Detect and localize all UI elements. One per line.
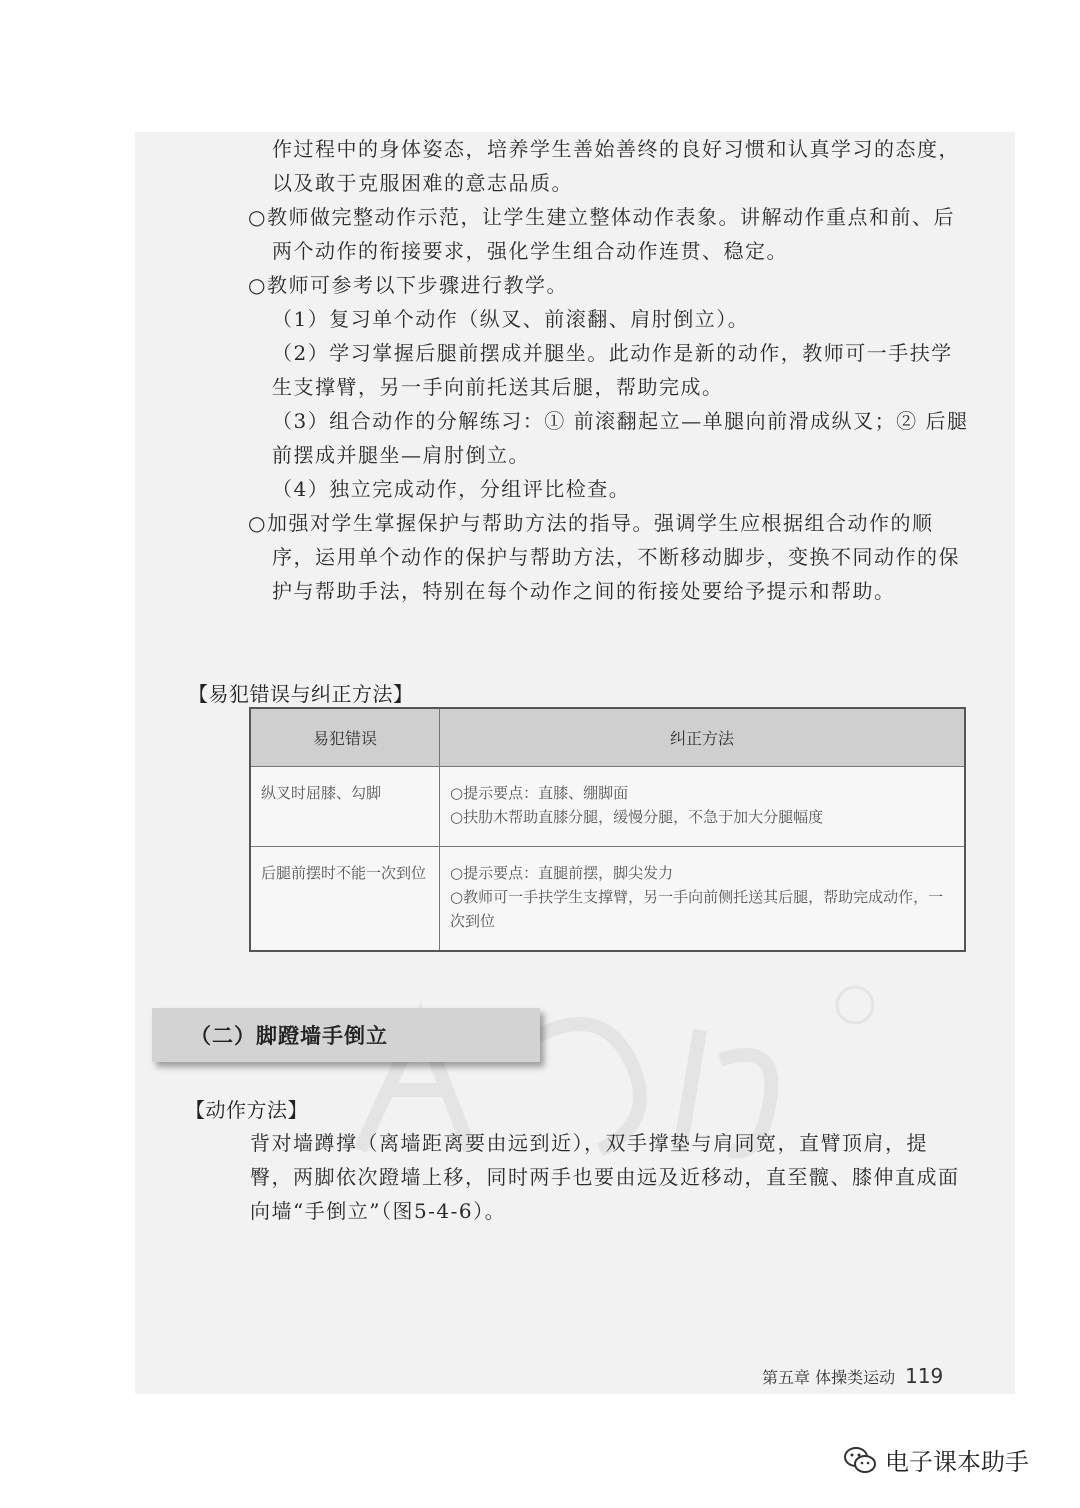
method-section-label: 【动作方法】 [185, 1098, 308, 1122]
fix-line: ○提示要点：直腿前摆，脚尖发力 [450, 864, 674, 882]
error-cell: 后腿前摆时不能一次到位 [250, 847, 440, 951]
page-footer [762, 1364, 943, 1388]
subsection-heading [152, 1008, 540, 1062]
errors-table-header-fix: 纠正方法 [440, 708, 966, 767]
intro-text-block [248, 132, 970, 608]
intro-paragraph: （4）独立完成动作，分组评比检查。 [272, 477, 631, 501]
intro-paragraph: （3）组合动作的分解练习：① 前滚翻起立—单腿向前滑成纵叉；② 后腿前摆成并腿坐—肩肘倒立。 [272, 409, 969, 467]
errors-table-header-error: 易犯错误 [250, 708, 440, 767]
intro-paragraph: ○教师做完整动作示范，让学生建立整体动作表象。讲解动作重点和前、后两个动作的衔接要求，强化学生组合动作连贯、稳定。 [248, 205, 955, 263]
intro-paragraph: ○教师可参考以下步骤进行教学。 [248, 273, 568, 297]
fix-line: ○扶肋木帮助直膝分腿，缓慢分腿，不急于加大分腿幅度 [450, 808, 824, 826]
page-number: 119 [905, 1364, 944, 1388]
wechat-icon [843, 1445, 877, 1475]
fix-cell [440, 767, 966, 847]
subsection-title: （二）脚蹬墙手倒立 [190, 1024, 388, 1048]
errors-section-label: 【易犯错误与纠正方法】 [188, 682, 414, 706]
method-text: 背对墙蹲撑（离墙距离要由远到近），双手撑垫与肩同宽，直臂顶肩，提臀，两脚依次蹬墙上移，同时两手也要由远及近移动，直至髋、膝伸直成面向墙“手倒立”（图5-4-6）。 [250, 1131, 960, 1223]
watermark-text: 电子课本助手 [885, 1448, 1029, 1476]
intro-paragraph: （2）学习掌握后腿前摆成并腿坐。此动作是新的动作，教师可一手扶学生支撑臂，另一手向前托送其后腿，帮助完成。 [272, 341, 953, 399]
footer-chapter: 第五章 体操类运动 [762, 1368, 896, 1387]
intro-paragraph: 作过程中的身体姿态，培养学生善始善终的良好习惯和认真学习的态度，以及敢于克服困难的意志品质。 [272, 137, 960, 195]
account-watermark [843, 1442, 1029, 1477]
intro-paragraph: （1）复习单个动作（纵叉、前滚翻、肩肘倒立）。 [272, 307, 750, 331]
fix-cell [440, 847, 966, 951]
fix-line: ○教师可一手扶学生支撑臂，另一手向前侧托送其后腿，帮助完成动作，一次到位 [450, 888, 944, 930]
table-row [250, 847, 965, 951]
errors-table [249, 707, 966, 952]
error-cell: 纵叉时屈膝、勾脚 [250, 767, 440, 847]
intro-paragraph: ○加强对学生掌握保护与帮助方法的指导。强调学生应根据组合动作的顺序，运用单个动作的保护与帮助方法，不断移动脚步，变换不同动作的保护与帮助手法，特别在每个动作之间的衔接处要给予提示和帮助。 [248, 511, 960, 603]
fix-line: ○提示要点：直膝、绷脚面 [450, 784, 629, 802]
table-row [250, 767, 965, 847]
